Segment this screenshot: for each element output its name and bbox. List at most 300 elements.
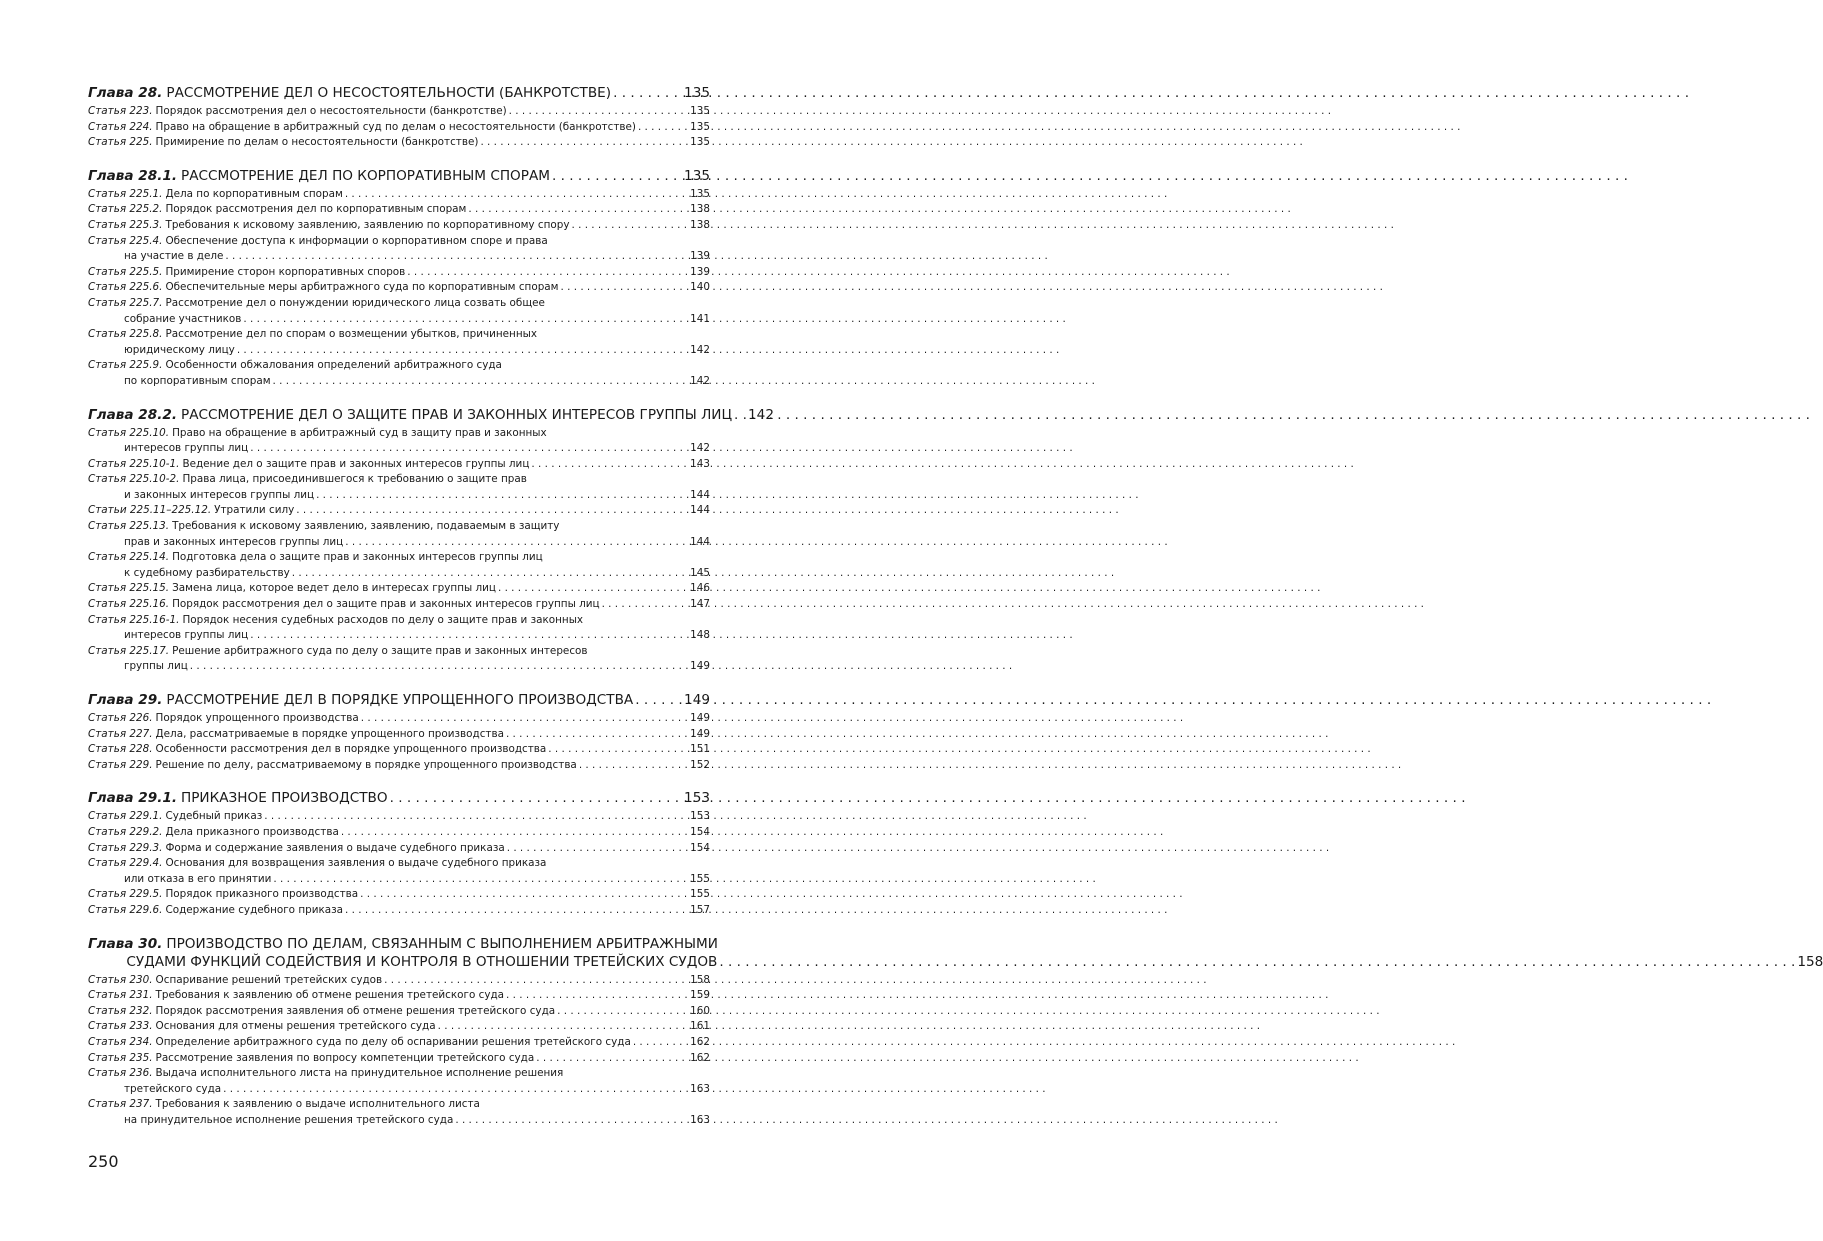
leader-dots bbox=[264, 809, 678, 825]
article-title: Форма и содержание заявления о выдаче судебного приказа bbox=[165, 841, 505, 854]
leader-dots bbox=[734, 406, 746, 424]
article-title: Судебный приказ bbox=[165, 810, 263, 823]
chapter-page: 135 bbox=[684, 85, 710, 101]
entry-line bbox=[88, 758, 710, 774]
toc-entry bbox=[88, 856, 710, 887]
toc-entry bbox=[88, 187, 710, 203]
article-label: Статья 229. bbox=[88, 758, 153, 771]
leader-dots bbox=[250, 441, 678, 457]
chapter-heading bbox=[88, 167, 710, 185]
leader-dots bbox=[536, 1051, 678, 1067]
toc-entry bbox=[88, 644, 710, 675]
entry-line bbox=[88, 1035, 710, 1051]
article-title: Дела по корпоративным спорам bbox=[165, 187, 343, 200]
article-title: Требования к заявлению о выдаче исполнительного листа bbox=[155, 1098, 480, 1111]
article-label: Статья 224. bbox=[88, 120, 153, 133]
article-label: Статья 236. bbox=[88, 1067, 153, 1080]
toc-entry bbox=[88, 550, 710, 581]
leader-dots bbox=[506, 727, 678, 743]
article-page: 161 bbox=[690, 1020, 710, 1033]
article-page: 149 bbox=[690, 712, 710, 724]
article-title: Примирение сторон корпоративных споров bbox=[165, 265, 406, 278]
entry-line bbox=[88, 343, 710, 359]
chapter-heading bbox=[88, 84, 710, 102]
article-title: Порядок рассмотрения дел по корпоративным спорам bbox=[165, 203, 467, 216]
article-title: Порядок рассмотрения дел о защите прав и законных интересов группы лиц bbox=[172, 598, 600, 611]
leader-dots bbox=[506, 988, 678, 1004]
entry-line bbox=[88, 613, 710, 629]
article-title: Рассмотрение дел о понуждении юридического лица созвать общее bbox=[165, 296, 545, 309]
article-page: 140 bbox=[690, 281, 710, 294]
chapter-heading bbox=[88, 935, 1823, 971]
chapter-heading bbox=[88, 406, 774, 424]
article-label: Статья 231. bbox=[88, 989, 153, 1002]
toc-entry bbox=[88, 742, 710, 758]
article-label: Статья 229.2. bbox=[88, 825, 163, 838]
article-page: 155 bbox=[690, 888, 710, 901]
entry-line bbox=[88, 472, 710, 488]
entry-line bbox=[88, 296, 710, 312]
leader-dots bbox=[571, 218, 678, 234]
article-label: Статья 225.10-1. bbox=[88, 457, 180, 470]
toc-entry bbox=[88, 711, 710, 727]
entry-line bbox=[88, 597, 710, 613]
toc-entry bbox=[88, 597, 710, 613]
entry-line bbox=[88, 1004, 710, 1020]
leader-dots bbox=[237, 343, 678, 359]
article-label: Статья 233. bbox=[88, 1020, 153, 1033]
leader-dots bbox=[345, 535, 678, 551]
article-title: Замена лица, которое ведет дело в интересах группы лиц bbox=[172, 582, 496, 595]
article-title: Порядок приказного производства bbox=[165, 888, 359, 901]
chapter-heading bbox=[88, 789, 710, 807]
toc-entry bbox=[88, 426, 710, 457]
article-title: Порядок рассмотрения заявления об отмене решения третейского суда bbox=[155, 1004, 556, 1017]
article-title-cont: юридическому лицу bbox=[124, 343, 235, 356]
article-page: 135 bbox=[690, 120, 710, 133]
article-label: Статья 228. bbox=[88, 743, 153, 756]
article-title: Оспаривание решений третейских судов bbox=[155, 973, 383, 986]
article-label: Статья 223. bbox=[88, 105, 153, 117]
article-page: 144 bbox=[690, 535, 710, 548]
article-title-cont: собрание участников bbox=[124, 312, 242, 325]
article-label: Статья 229.3. bbox=[88, 841, 163, 854]
entry-line bbox=[88, 550, 710, 566]
article-label: Статья 225.8. bbox=[88, 328, 163, 341]
entry-line bbox=[88, 1113, 710, 1129]
article-page: 152 bbox=[690, 758, 710, 771]
article-page: 144 bbox=[690, 488, 710, 501]
article-title: Рассмотрение заявления по вопросу компетенции третейского суда bbox=[155, 1051, 535, 1064]
article-label: Статья 225. bbox=[88, 136, 153, 149]
article-title: Особенности рассмотрения дел в порядке упрощенного производства bbox=[155, 743, 547, 756]
entry-line bbox=[88, 135, 710, 151]
article-title-cont: и законных интересов группы лиц bbox=[124, 488, 315, 501]
article-page: 143 bbox=[690, 457, 710, 470]
article-page: 139 bbox=[690, 250, 710, 263]
article-label: Статьи 225.11–225.12. bbox=[88, 504, 212, 517]
leader-dots bbox=[638, 120, 678, 136]
chapter-title: ПРИКАЗНОЕ ПРОИЗВОДСТВО bbox=[181, 790, 388, 807]
toc-entry bbox=[88, 1097, 710, 1128]
entry-line bbox=[88, 659, 710, 675]
article-label: Статья 225.6. bbox=[88, 281, 163, 294]
article-label: Статья 229.4. bbox=[88, 857, 163, 870]
entry-line bbox=[88, 566, 710, 582]
chapter-title-line bbox=[94, 953, 1823, 971]
chapter-page: 149 bbox=[684, 692, 710, 708]
article-title-cont: третейского суда bbox=[124, 1082, 222, 1095]
table-of-contents bbox=[88, 84, 1823, 1144]
article-label: Статья 225.3. bbox=[88, 218, 163, 231]
leader-dots bbox=[250, 628, 678, 644]
article-page: 141 bbox=[690, 312, 710, 325]
article-title: Выдача исполнительного листа на принудительное исполнение решения bbox=[155, 1067, 564, 1080]
article-label: Статья 225.4. bbox=[88, 234, 163, 247]
article-title: Ведение дел о защите прав и законных интересов группы лиц bbox=[182, 457, 530, 470]
leader-dots bbox=[292, 566, 678, 582]
leader-dots bbox=[552, 167, 682, 185]
leader-dots bbox=[509, 104, 678, 120]
leader-dots bbox=[390, 789, 682, 807]
entry-line bbox=[88, 202, 710, 218]
article-label: Статья 225.10. bbox=[88, 426, 170, 439]
toc-entry bbox=[88, 1019, 710, 1035]
article-page: 142 bbox=[690, 343, 710, 356]
toc-entry bbox=[88, 758, 710, 774]
entry-line bbox=[88, 1019, 710, 1035]
article-title: Требования к исковому заявлению, заявлению по корпоративному спору bbox=[165, 218, 570, 231]
article-page: 146 bbox=[690, 582, 710, 595]
leader-dots bbox=[190, 659, 678, 675]
article-page: 139 bbox=[690, 265, 710, 278]
leader-dots bbox=[361, 711, 678, 727]
article-title: Обеспечительные меры арбитражного суда по корпоративным спорам bbox=[165, 281, 559, 294]
entry-line bbox=[88, 457, 710, 473]
toc-entry bbox=[88, 613, 710, 644]
toc-entry bbox=[88, 135, 710, 151]
article-page: 160 bbox=[690, 1004, 710, 1017]
leader-dots bbox=[531, 457, 678, 473]
toc-entry bbox=[88, 218, 710, 234]
leader-dots bbox=[438, 1019, 678, 1035]
chapter-label: Глава 29. bbox=[88, 692, 163, 708]
toc-chapter bbox=[88, 789, 710, 918]
article-page: 135 bbox=[690, 187, 710, 200]
toc-entry bbox=[88, 202, 710, 218]
entry-line bbox=[88, 358, 710, 374]
article-title: Подготовка дела о защите прав и законных интересов группы лиц bbox=[172, 551, 543, 564]
article-label: Статья 225.17. bbox=[88, 644, 170, 657]
article-title: Порядок упрощенного производства bbox=[155, 712, 359, 724]
article-page: 144 bbox=[690, 504, 710, 517]
article-title: Примирение по делам о несостоятельности (банкротстве) bbox=[155, 136, 479, 149]
toc-entry bbox=[88, 727, 710, 743]
article-title: Дела, рассматриваемые в порядке упрощенного производства bbox=[155, 727, 504, 740]
toc-entry bbox=[88, 809, 710, 825]
chapter-label: Глава 28.1. bbox=[88, 167, 178, 184]
article-page: 163 bbox=[690, 1113, 710, 1126]
entry-line bbox=[88, 841, 710, 857]
article-title-cont: прав и законных интересов группы лиц bbox=[124, 535, 344, 548]
article-page: 157 bbox=[690, 903, 710, 916]
entry-line bbox=[88, 104, 710, 120]
chapter-page: 158 bbox=[1797, 953, 1823, 970]
entry-line bbox=[88, 644, 710, 660]
article-title-cont: группы лиц bbox=[124, 660, 188, 673]
toc-chapter bbox=[88, 935, 1823, 1129]
article-title-cont: или отказа в его принятии bbox=[124, 872, 272, 885]
toc-chapter bbox=[88, 691, 710, 773]
toc-entry bbox=[88, 327, 710, 358]
chapter-title: РАССМОТРЕНИЕ ДЕЛ В ПОРЯДКЕ УПРОЩЕННОГО ПРОИЗВОДСТВА bbox=[166, 692, 634, 708]
article-label: Статья 225.10-2. bbox=[88, 473, 180, 486]
article-label: Статья 229.5. bbox=[88, 888, 163, 901]
toc-entry bbox=[88, 887, 710, 903]
entry-line bbox=[88, 519, 710, 535]
leader-dots bbox=[296, 503, 678, 519]
article-label: Статья 235. bbox=[88, 1051, 153, 1064]
leader-dots bbox=[223, 1082, 678, 1098]
leader-dots bbox=[719, 953, 1795, 971]
article-label: Статья 226. bbox=[88, 712, 153, 724]
article-title: Право на обращение в арбитражный суд по делам о несостоятельности (банкротстве) bbox=[155, 120, 636, 133]
entry-line bbox=[88, 711, 710, 727]
article-title: Право на обращение в арбитражный суд в защиту прав и законных bbox=[172, 426, 547, 439]
toc-entry bbox=[88, 120, 710, 136]
toc-entry bbox=[88, 104, 710, 120]
article-title-cont: на участие в деле bbox=[124, 250, 224, 263]
article-page: 162 bbox=[690, 1051, 710, 1064]
leader-dots bbox=[341, 825, 678, 841]
article-page: 163 bbox=[690, 1082, 710, 1095]
entry-line bbox=[88, 872, 710, 888]
article-title: Обеспечение доступа к информации о корпоративном споре и права bbox=[165, 234, 548, 247]
article-label: Статья 237. bbox=[88, 1098, 153, 1111]
article-title: Порядок рассмотрения дел о несостоятельности (банкротстве) bbox=[155, 105, 507, 117]
chapter-heading bbox=[88, 691, 710, 709]
article-page: 153 bbox=[690, 810, 710, 823]
article-label: Статья 225.5. bbox=[88, 265, 163, 278]
article-title: Права лица, присоединившегося к требованию о защите прав bbox=[182, 473, 527, 486]
article-title: Основания для отмены решения третейского суда bbox=[155, 1020, 436, 1033]
chapter-label: Глава 30. bbox=[88, 935, 163, 952]
entry-line bbox=[88, 120, 710, 136]
chapter-page: 153 bbox=[684, 790, 710, 807]
article-page: 145 bbox=[690, 566, 710, 579]
toc-chapter bbox=[88, 84, 710, 151]
article-page: 159 bbox=[690, 989, 710, 1002]
article-page: 158 bbox=[690, 973, 710, 986]
entry-line bbox=[88, 887, 710, 903]
chapter-title-line bbox=[162, 935, 1823, 953]
chapter-title: РАССМОТРЕНИЕ ДЕЛ О НЕСОСТОЯТЕЛЬНОСТИ (БАНКРОТСТВЕ) bbox=[166, 85, 612, 101]
leader-dots bbox=[468, 202, 678, 218]
article-title-cont: интересов группы лиц bbox=[124, 442, 249, 455]
leader-dots bbox=[243, 312, 678, 328]
toc-entry bbox=[88, 296, 710, 327]
leader-dots bbox=[384, 973, 678, 989]
entry-line bbox=[88, 988, 710, 1004]
leader-dots bbox=[548, 742, 678, 758]
entry-line bbox=[88, 280, 710, 296]
leader-dots bbox=[360, 887, 678, 903]
article-title-cont: к судебному разбирательству bbox=[124, 566, 290, 579]
leader-dots bbox=[480, 135, 678, 151]
article-label: Статья 229.1. bbox=[88, 810, 163, 823]
entry-line bbox=[88, 187, 710, 203]
leader-dots bbox=[407, 265, 678, 281]
toc-entry bbox=[88, 988, 710, 1004]
article-label: Статья 225.13. bbox=[88, 520, 170, 533]
toc-entry bbox=[88, 457, 710, 473]
article-title: Решение арбитражного суда по делу о защите прав и законных интересов bbox=[172, 644, 588, 657]
entry-line bbox=[88, 727, 710, 743]
leader-dots bbox=[498, 581, 678, 597]
leader-dots bbox=[455, 1113, 678, 1129]
toc-entry bbox=[88, 234, 710, 265]
article-page: 162 bbox=[690, 1035, 710, 1048]
chapter-title-wrap bbox=[126, 935, 1823, 971]
leader-dots bbox=[316, 488, 678, 504]
chapter-label: Глава 28. bbox=[88, 85, 163, 101]
article-label: Статья 225.9. bbox=[88, 359, 163, 372]
chapter-page: 135 bbox=[684, 167, 710, 184]
leader-dots bbox=[579, 758, 678, 774]
entry-line bbox=[88, 809, 710, 825]
article-label: Статья 234. bbox=[88, 1035, 153, 1048]
article-label: Статья 225.7. bbox=[88, 296, 163, 309]
page-number: 250 bbox=[88, 1152, 119, 1171]
article-page: 135 bbox=[690, 136, 710, 149]
article-title: Определение арбитражного суда по делу об оспаривании решения третейского суда bbox=[155, 1035, 631, 1048]
article-title: Рассмотрение дел по спорам о возмещении убытков, причиненных bbox=[165, 328, 537, 341]
entry-line bbox=[88, 1066, 710, 1082]
chapter-title: ПРОИЗВОДСТВО ПО ДЕЛАМ, СВЯЗАННЫМ С ВЫПОЛНЕНИЕМ АРБИТРАЖНЫМИ bbox=[166, 935, 718, 952]
entry-line bbox=[88, 312, 710, 328]
entry-line bbox=[88, 742, 710, 758]
article-label: Статья 225.16. bbox=[88, 598, 170, 611]
article-title: Требования к заявлению об отмене решения третейского суда bbox=[155, 989, 505, 1002]
article-page: 154 bbox=[690, 825, 710, 838]
toc-entry bbox=[88, 1051, 710, 1067]
article-page: 138 bbox=[690, 218, 710, 231]
toc-entry bbox=[88, 841, 710, 857]
entry-line bbox=[88, 234, 710, 250]
article-label: Статья 225.14. bbox=[88, 551, 170, 564]
leader-dots bbox=[635, 691, 682, 709]
article-title: Решение по делу, рассматриваемому в порядке упрощенного производства bbox=[155, 758, 577, 771]
entry-line bbox=[88, 856, 710, 872]
chapter-label: Глава 29.1. bbox=[88, 790, 178, 807]
toc-chapter bbox=[88, 406, 774, 676]
article-title: Содержание судебного приказа bbox=[165, 903, 344, 916]
leader-dots bbox=[507, 841, 678, 857]
chapter-label: Глава 28.2. bbox=[88, 406, 178, 423]
article-title: Утратили силу bbox=[214, 504, 295, 517]
entry-line bbox=[88, 249, 710, 265]
article-page: 154 bbox=[690, 841, 710, 854]
leader-dots bbox=[613, 84, 682, 102]
leader-dots bbox=[345, 903, 678, 919]
toc-entry bbox=[88, 280, 710, 296]
leader-dots bbox=[345, 187, 678, 203]
article-title-cont: по корпоративным спорам bbox=[124, 374, 271, 387]
chapter-title: РАССМОТРЕНИЕ ДЕЛ ПО КОРПОРАТИВНЫМ СПОРАМ bbox=[181, 167, 550, 184]
entry-line bbox=[88, 265, 710, 281]
toc-entry bbox=[88, 503, 710, 519]
article-page: 149 bbox=[690, 660, 710, 673]
leader-dots bbox=[225, 249, 678, 265]
entry-line bbox=[88, 218, 710, 234]
toc-entry bbox=[88, 581, 710, 597]
toc-entry bbox=[88, 472, 710, 503]
article-page: 147 bbox=[690, 598, 710, 611]
toc-entry bbox=[88, 825, 710, 841]
entry-line bbox=[88, 1082, 710, 1098]
article-page: 148 bbox=[690, 629, 710, 642]
entry-line bbox=[88, 1097, 710, 1113]
entry-line bbox=[88, 581, 710, 597]
toc-entry bbox=[88, 973, 710, 989]
article-title: Основания для возвращения заявления о выдаче судебного приказа bbox=[165, 857, 547, 870]
toc-entry bbox=[88, 1035, 710, 1051]
article-label: Статья 225.15. bbox=[88, 582, 170, 595]
toc-entry bbox=[88, 265, 710, 281]
article-label: Статья 229.6. bbox=[88, 903, 163, 916]
entry-line bbox=[88, 503, 710, 519]
article-label: Статья 225.16-1. bbox=[88, 613, 180, 626]
toc-chapter bbox=[88, 167, 710, 390]
chapter-title: РАССМОТРЕНИЕ ДЕЛ О ЗАЩИТЕ ПРАВ И ЗАКОННЫХ ИНТЕРЕСОВ ГРУППЫ ЛИЦ bbox=[181, 406, 733, 423]
toc-entry bbox=[88, 903, 710, 919]
leader-dots bbox=[561, 280, 679, 296]
article-title: Дела приказного производства bbox=[165, 825, 339, 838]
article-page: 142 bbox=[690, 374, 710, 387]
chapter-page: 142 bbox=[748, 406, 774, 423]
entry-line bbox=[88, 441, 710, 457]
article-label: Статья 232. bbox=[88, 1004, 153, 1017]
entry-line bbox=[88, 426, 710, 442]
entry-line bbox=[88, 327, 710, 343]
toc-entry bbox=[88, 358, 710, 389]
article-page: 142 bbox=[690, 442, 710, 455]
article-page: 135 bbox=[690, 105, 710, 117]
article-title-cont: на принудительное исполнение решения третейского суда bbox=[124, 1113, 454, 1126]
chapter-title-cont: СУДАМИ ФУНКЦИЙ СОДЕЙСТВИЯ И КОНТРОЛЯ В ОТНОШЕНИИ ТРЕТЕЙСКИХ СУДОВ bbox=[126, 953, 718, 970]
leader-dots bbox=[273, 872, 678, 888]
article-title: Особенности обжалования определений арбитражного суда bbox=[165, 359, 502, 372]
entry-line bbox=[88, 374, 710, 390]
article-label: Статья 230. bbox=[88, 973, 153, 986]
entry-line bbox=[88, 628, 710, 644]
toc-entry bbox=[88, 1004, 710, 1020]
article-title-cont: интересов группы лиц bbox=[124, 629, 249, 642]
leader-dots bbox=[602, 597, 678, 613]
article-page: 138 bbox=[690, 203, 710, 216]
leader-dots bbox=[633, 1035, 678, 1051]
article-label: Статья 225.1. bbox=[88, 187, 163, 200]
leader-dots bbox=[557, 1004, 678, 1020]
entry-line bbox=[88, 973, 710, 989]
article-title: Требования к исковому заявлению, заявлению, подаваемым в защиту bbox=[172, 520, 560, 533]
article-label: Статья 227. bbox=[88, 727, 153, 740]
leader-dots bbox=[273, 374, 678, 390]
entry-line bbox=[88, 488, 710, 504]
entry-line bbox=[88, 1051, 710, 1067]
entry-line bbox=[88, 903, 710, 919]
entry-line bbox=[88, 535, 710, 551]
